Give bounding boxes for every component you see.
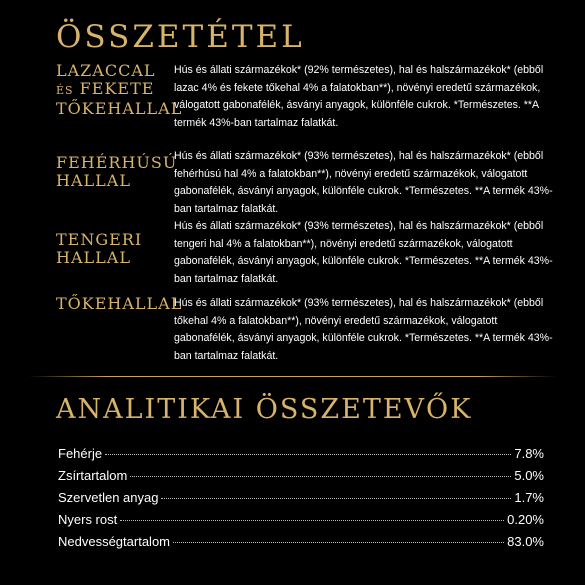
variant-ingredients-text: Hús és állati származékok* (93% természetes), hal és halszármazékok* (ebből fehérhúsú hal 4% a falatokban**), növényi eredetű származékok, válogatott gabonafélék, ásványi anyagok, különféle cukrok. *Természetes. **A termék 43%-ban tartalmaz falatkát. — [174, 150, 553, 215]
analytic-title: ANALITIKAI ÖSSZETEVŐK — [56, 394, 473, 425]
analytic-constituents-list — [58, 446, 544, 556]
analytic-row-fat: Zsírtartalom 5.0% — [58, 468, 544, 483]
variant-name: FEHÉRHÚSÚ HALLAL — [56, 153, 178, 190]
variant-ingredients-text: Hús és állati származékok* (93% természetes), hal és halszármazékok* (ebből tőkehal 4% a falatokban**), növényi eredetű származékok, válogatott gabonafélék, ásványi anyagok, különféle cukrok. *Természetes. **A termék 43%-ban tartalmaz falatkát. — [174, 297, 553, 362]
dot-leader — [161, 498, 511, 499]
composition-title: ÖSSZETÉTEL — [56, 19, 305, 55]
dot-leader — [130, 476, 511, 477]
dot-leader — [120, 520, 504, 521]
analytic-row-protein: Fehérje 7.8% — [58, 446, 544, 461]
variant-ingredients-text: Hús és állati származékok* (93% természetes), hal és halszármazékok* (ebből tengeri hal 4% a falatokban**), növényi eredetű származékok, válogatott gabonafélék, ásványi anyagok, különféle cukrok. *Természetes. **A termék 43%-ban tartalmaz falatkát. — [174, 220, 553, 285]
analytic-row-fibre: Nyers rost 0.20% — [58, 512, 544, 527]
dot-leader — [173, 542, 504, 543]
analytic-row-ash: Szervetlen anyag 1.7% — [58, 490, 544, 505]
dot-leader — [105, 454, 511, 455]
variant-name: TŐKEHALLAL — [56, 294, 183, 313]
section-divider — [28, 376, 557, 377]
analytic-row-moisture: Nedvességtartalom 83.0% — [58, 534, 544, 549]
variant-ingredients-text: Hús és állati származékok* (92% természetes), hal és halszármazékok* (ebből lazac 4% és fekete tőkehal 4% a falatokban**), növényi eredetű származékok, válogatott gabonafélék, ásványi anyagok, különféle cukrok. *Természetes. **A termék 43%-ban tartalmaz falatkát. — [174, 64, 544, 129]
variant-name: TENGERI HALLAL — [56, 230, 143, 267]
variant-name: LAZACCAL ÉS FEKETE TŐKEHALLAL — [56, 61, 183, 118]
